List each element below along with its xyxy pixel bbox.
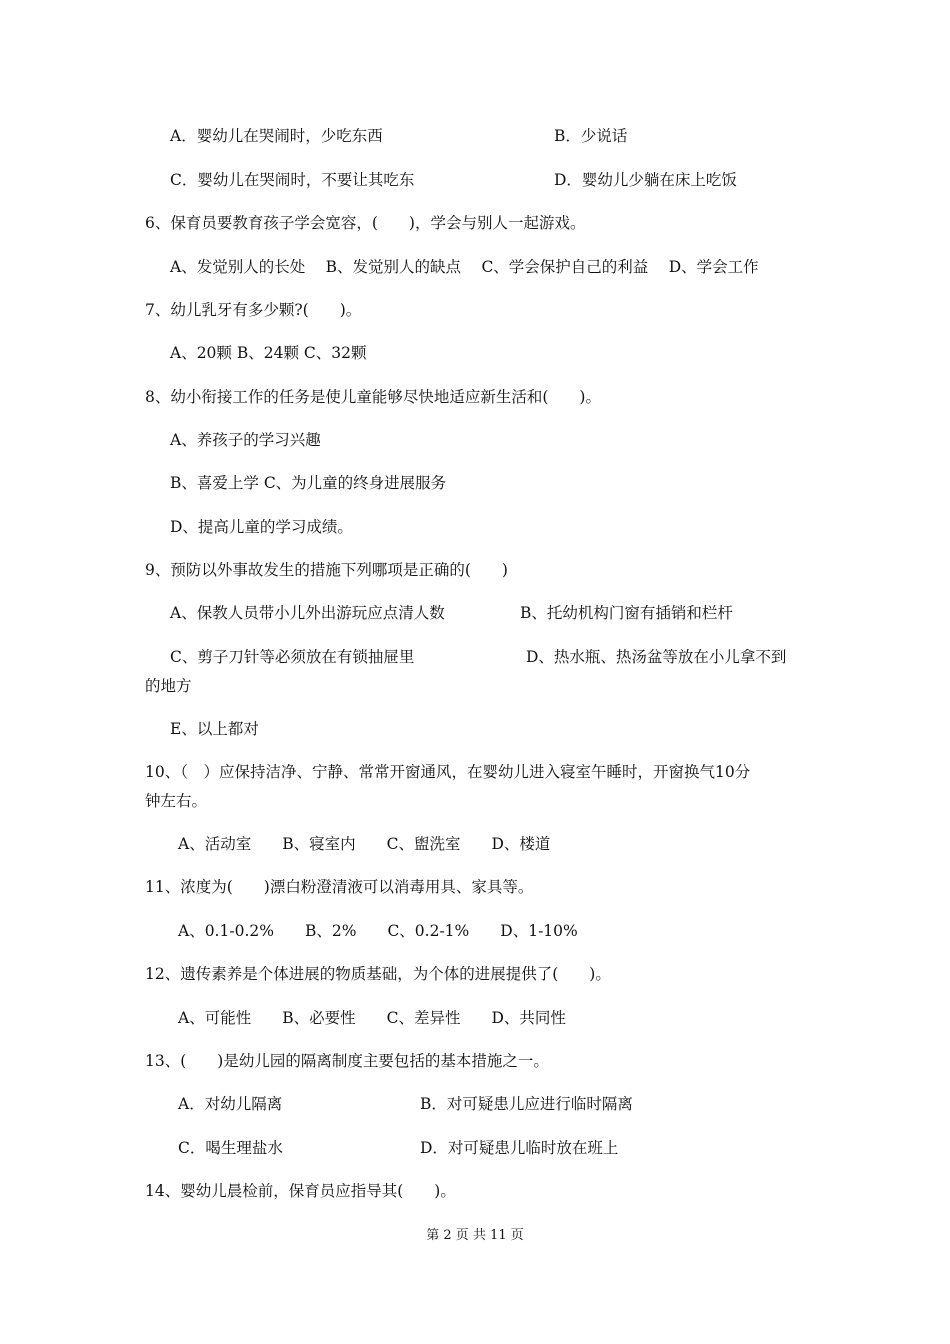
q7-stem: 7、幼儿乳牙有多少颗?( )。 — [145, 301, 362, 319]
q11-stem: 11、浓度为( )漂白粉澄清液可以消毒用具、家具等。 — [145, 878, 534, 896]
q5-option-b: B．少说话 — [554, 127, 628, 145]
q12-stem: 12、遗传素养是个体进展的物质基础，为个体的进展提供了( )。 — [145, 965, 611, 983]
q8-stem: 8、幼小衔接工作的任务是使儿童能够尽快地适应新生活和( )。 — [145, 388, 601, 406]
q11-options: A、0.1-0.2% B、2% C、0.2-1% D、1-10% — [178, 922, 578, 940]
q5-option-c: C．婴幼儿在哭闹时，不要让其吃东 — [170, 171, 415, 189]
q9-option-b: B、托幼机构门窗有插销和栏杆 — [520, 604, 733, 622]
q9-option-c: C、剪子刀针等必须放在有锁抽屉里 — [170, 648, 415, 666]
q9-option-d-continued: 的地方 — [145, 677, 192, 695]
q7-options: A、20颗 B、24颗 C、32颗 — [170, 344, 367, 362]
q5-option-d: D．婴幼儿少躺在床上吃饭 — [554, 171, 737, 189]
q13-option-d: D．对可疑患儿临时放在班上 — [420, 1139, 619, 1157]
q8-option-d: D、提高儿童的学习成绩。 — [170, 518, 353, 536]
q9-stem: 9、预防以外事故发生的措施下列哪项是正确的( ) — [145, 561, 508, 579]
q14-stem: 14、婴幼儿晨检前，保育员应指导其( )。 — [145, 1182, 456, 1200]
q9-option-a: A、保教人员带小儿外出游玩应点清人数 — [170, 604, 445, 622]
q13-option-c: C．喝生理盐水 — [178, 1139, 283, 1157]
q10-stem-line-2: 钟左右。 — [145, 792, 208, 810]
q9-option-e: E、以上都对 — [170, 720, 259, 738]
q6-stem: 6、保育员要教育孩子学会宽容，( )，学会与别人一起游戏。 — [145, 214, 586, 232]
q10-options: A、活动室 B、寝室内 C、盥洗室 D、楼道 — [178, 835, 551, 853]
q10-stem-line-1: 10、（ ）应保持洁净、宁静、常常开窗通风，在婴幼儿进入寝室午睡时，开窗换气10分 — [145, 763, 751, 781]
page-number-footer: 第 2 页 共 11 页 — [426, 1228, 524, 1243]
q12-options: A、可能性 B、必要性 C、差异性 D、共同性 — [178, 1009, 566, 1027]
q8-option-bc: B、喜爱上学 C、为儿童的终身进展服务 — [170, 474, 447, 492]
q9-option-d: D、热水瓶、热汤盆等放在小儿拿不到 — [526, 648, 787, 666]
q13-option-b: B．对可疑患儿应进行临时隔离 — [420, 1095, 633, 1113]
q6-options: A、发觉别人的长处 B、发觉别人的缺点 C、学会保护自己的利益 D、学会工作 — [170, 258, 759, 276]
q5-option-a: A．婴幼儿在哭闹时，少吃东西 — [170, 127, 383, 145]
q13-stem: 13、( )是幼儿园的隔离制度主要包括的基本措施之一。 — [145, 1052, 549, 1070]
q8-option-a: A、养孩子的学习兴趣 — [170, 431, 321, 449]
q13-option-a: A．对幼儿隔离 — [178, 1095, 283, 1113]
